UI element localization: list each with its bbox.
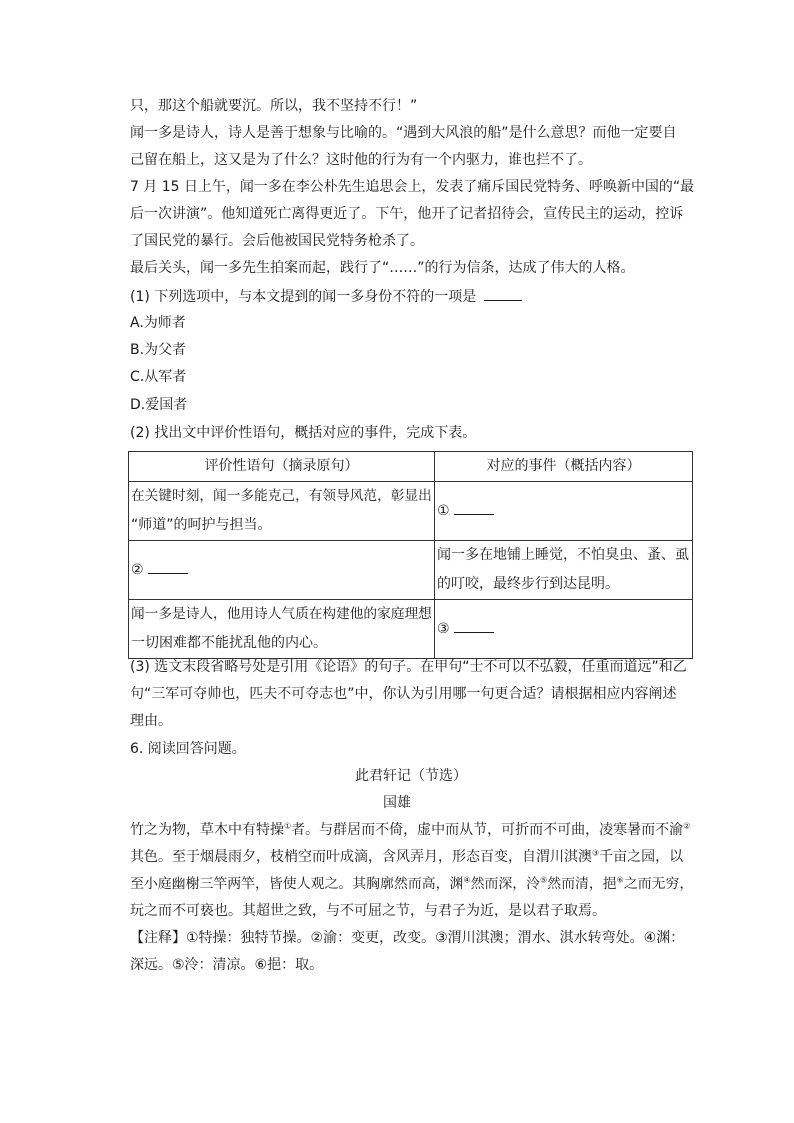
- classical-text-line: [130, 847, 683, 867]
- table-header-left: 评价性语句（摘录原句）: [129, 452, 435, 482]
- table-cell: [435, 541, 693, 600]
- table-cell: [129, 482, 435, 541]
- blank-number: ①: [437, 502, 450, 519]
- text-run: 然而清，挹: [547, 876, 617, 892]
- classical-text-line: [130, 820, 690, 840]
- annotation-line: 深远。⑤泠：清凉。⑥挹：取。: [130, 957, 324, 973]
- text-run: 竹之为物，草木中有特操: [130, 822, 284, 838]
- cell-text: 一切困难都不能扰乱他的内心。: [131, 635, 327, 651]
- footnote-ref: ②: [683, 821, 691, 831]
- table-cell[interactable]: [435, 600, 693, 659]
- text-run: 然而深，泠: [470, 876, 541, 892]
- text-run: 千亩之园，以: [599, 849, 684, 865]
- question-3-line: 理由。: [130, 713, 172, 729]
- footnote-ref: ④: [463, 875, 471, 885]
- option-a: A.为师者: [130, 315, 186, 331]
- option-d: D.爱国者: [130, 397, 188, 413]
- table-cell[interactable]: [435, 482, 693, 541]
- question-1-stem: [130, 286, 522, 307]
- cell-text: 的叮咬，最终步行到达昆明。: [437, 576, 619, 592]
- footnote-ref: ⑥: [616, 875, 624, 885]
- text-run: 者。与群居而不倚，虚中而从节，可折而不可曲，凌寒暑而不渝: [291, 822, 684, 838]
- cell-text: 闻一多在地铺上睡觉，不怕臭虫、蚤、虱: [437, 547, 689, 563]
- passage-line: 最后关头，闻一多先生拍案而起，践行了“……”的行为信条，达成了伟大的人格。: [130, 260, 635, 276]
- passage-line: 闻一多是诗人，诗人是善于想象与比喻的。“遇到大风浪的船”是什么意思？而他一定要自: [130, 125, 677, 141]
- footnote-ref: ⑤: [540, 875, 548, 885]
- answer-blank[interactable]: [484, 286, 522, 301]
- annotation-line: 【注释】①特操：独特节操。②渝：变更，改变。③渭川淇澳；渭水、淇水转弯处。④渊：: [130, 930, 685, 946]
- option-b: B.为父者: [130, 342, 187, 358]
- question-2-stem: (2) 找出文中评价性语句，概括对应的事件，完成下表。: [130, 425, 477, 441]
- footnote-ref: ①: [284, 821, 292, 831]
- classical-text-line: [130, 874, 693, 894]
- cell-text: 在关键时刻，闻一多能克己，有领导风范，彰显出: [131, 488, 432, 504]
- text-run: 至小庭幽榭三竿两竿，皆使人观之。其胸廓然而高，渊: [130, 876, 464, 892]
- passage-line: 后一次讲演”。他知道死亡离得更近了。下午，他开了记者招待会，宣传民主的运动，控诉: [130, 206, 684, 222]
- table-cell[interactable]: [129, 541, 435, 600]
- answer-blank[interactable]: [454, 500, 494, 515]
- classical-text-line: 玩之而不可亵也。其超世之致，与不可屈之节，与君子为近，是以君子取焉。: [130, 903, 606, 919]
- question-1-text: (1) 下列选项中，与本文提到的闻一多身份不符的一项是: [130, 289, 477, 305]
- text-run: 之而无穷，: [623, 876, 694, 892]
- author-name: 国雄: [383, 795, 411, 811]
- answer-table: [128, 451, 693, 659]
- question-6-stem: 6. 阅读回答问题。: [130, 741, 246, 757]
- passage-line: 己留在船上，这又是为了什么？这时他的行为有一个内驱力，谁也拦不了。: [130, 152, 592, 168]
- answer-blank[interactable]: [148, 559, 188, 574]
- answer-blank[interactable]: [454, 618, 494, 633]
- question-3-line: 句“三军可夺帅也，匹夫不可夺志也”中，你认为引用哪一句更合适？请根据相应内容阐述: [130, 686, 677, 702]
- blank-number: ②: [131, 561, 144, 578]
- poem-title: 此君轩记（节选）: [355, 768, 467, 784]
- text-run: 其色。至于烟晨雨夕，枝梢空而叶成滴，含风弄月，形态百变，自渭川淇澳: [130, 849, 592, 865]
- table-cell: [129, 600, 435, 659]
- cell-text: 闻一多是诗人，他用诗人气质在构建他的家庭理想: [131, 606, 432, 622]
- blank-number: ③: [437, 620, 450, 637]
- passage-line: 了国民党的暴行。会后他被国民党特务枪杀了。: [130, 233, 424, 249]
- footnote-ref: ③: [592, 848, 600, 858]
- passage-line: 7 月 15 日上午，闻一多在李公朴先生追思会上，发表了痛斥国民党特务、呼唤新中国的“最: [130, 179, 695, 195]
- question-3-line: (3) 选文末段省略号处是引用《论语》的句子。在甲句“士不可以不弘毅，任重而道远”和乙: [130, 659, 687, 675]
- passage-line: 只，那这个船就要沉。所以，我不坚持不行！”: [130, 98, 418, 114]
- table-header-right: 对应的事件（概括内容）: [435, 452, 693, 482]
- option-c: C.从军者: [130, 369, 187, 385]
- cell-text: “师道”的呵护与担当。: [131, 517, 272, 533]
